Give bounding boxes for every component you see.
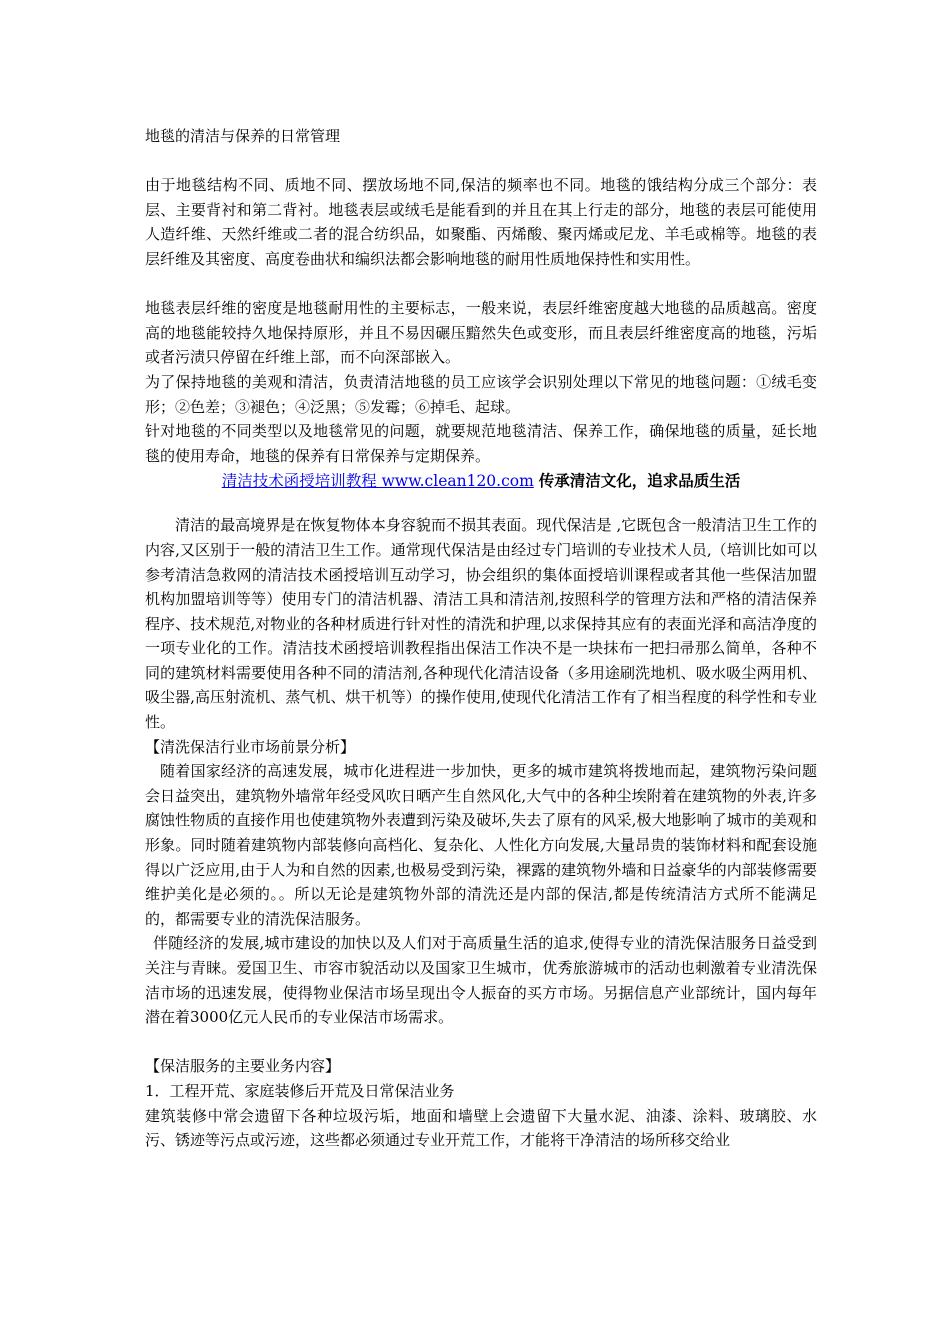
list-item-service-1: 1．工程开荒、家庭装修后开荒及日常保洁业务 [145,1081,455,1100]
document-title: 地毯的清洁与保养的日常管理 [145,127,341,145]
paragraph-gap [145,1030,817,1055]
paragraph-fiber-density: 地毯表层纤维的密度是地毯耐用性的主要标志，一般来说，表层纤维密度越大地毯的品质越高。密度高的地毯能较持久地保持原形，并且不易因碾压黯然失色或变形，而且表层纤维密度高的地毯，污垢或者污渍只停留在纤维上部，而不向深部嵌入。 [145,299,817,367]
paragraph-market-demand: 伴随经济的发展,城市建设的加快以及人们对于高质量生活的追求,使得专业的清洗保洁服务日益受到关注与青睐。爱国卫生、市容市貌活动以及国家卫生城市，优秀旅游城市的活动也刺激着专业清洗保洁市场的迅速发展，使得物业保洁市场呈现出令人振奋的买方市场。另据信息产业部统计，国内每年潜在着3000亿元人民币的专业保洁市场需求。 [145,934,817,1027]
promo-link[interactable]: 清洁技术函授培训教程 www.clean120.com [221,472,534,491]
paragraph-carpet-problems: 为了保持地毯的美观和清洁，负责清洁地毯的员工应该学会识别处理以下常见的地毯问题：①绒毛变形；②色差；③褪色；④泛黑；⑤发霉；⑥掉毛、起球。 [145,372,817,416]
paragraph-carpet-maintenance: 针对地毯的不同类型以及地毯常见的问题，就要规范地毯清洁、保养工作，确保地毯的质量，延长地毯的使用寿命，地毯的保养有日常保养与定期保养。 [145,422,817,465]
paragraph-renovation-cleaning: 建筑装修中常会遗留下各种垃圾污垢，地面和墙壁上会遗留下大量水泥、油漆、涂料、玻璃胶、水污、锈迹等污点或污迹，这些都必须通过专业开荒工作，才能将干净清洁的场所移交给业 [145,1106,817,1150]
document-page [145,124,817,1153]
paragraph-gap [145,272,817,297]
paragraph-cleaning-definition: 清洁的最高境界是在恢复物体本身容貌而不损其表面。现代保洁是 ,它既包含一般清洁卫生工作的内容,又区别于一般的清洁卫生工作。通常现代保洁是由经过专门培训的专业技术人员,（培训比如可以参考清洁急救网的清洁技术函授培训互动学习，协会组织的集体面授培训课程或者其他一些保洁加盟机构加盟培训等等）使用专门的清洁机器、清洁工具和清洁剂,按照科学的管理方法和严格的清洁保养程序、技术规范,对物业的各种材质进行针对性的清洗和护理,以求保持其应有的表面光泽和高洁净度的一项专业化的工作。清洁技术函授培训教程指出保洁工作决不是一块抹布一把扫帚那么简单，各种不同的建筑材料需要使用各种不同的清洁剂,各种现代化清洁设备（多用途刷洗地机、吸水吸尘两用机、吸尘器,高压射流机、蒸气机、烘干机等）的操作使用,使现代化清洁工作有了相当程度的科学性和专业性。 [145,516,817,732]
paragraph-market-analysis: 随着国家经济的高速发展，城市化进程进一步加快，更多的城市建筑将拨地而起，建筑物污染问题会日益突出，建筑物外墙常年经受风吹日晒产生自然风化,大气中的各种尘埃附着在建筑物的外表,许多腐蚀性物质的直接作用也使建筑物外表遭到污染及破坏,失去了原有的风采,极大地影响了城市的美观和形象。同时随着建筑物内部装修向高档化、复杂化、人性化方向发展,大量昂贵的装饰材料和配套设施得以广泛应用,由于人为和自然的因素,也极易受到污染，裸露的建筑物外墙和日益豪华的内部装修需要维护美化是必须的。。所以无论是建筑物外部的清洗还是内部的保洁,都是传统清洁方式所不能满足的，都需要专业的清洗保洁服务。 [145,762,817,928]
heading-main-services: 【保洁服务的主要业务内容】 [145,1057,341,1076]
promo-slogan: 传承清洁文化，追求品质生活 [538,471,741,491]
promo-line [145,468,817,494]
paragraph-carpet-structure: 由于地毯结构不同、质地不同、摆放场地不同,保洁的频率也不同。地毯的饿结构分成三个部分：表层、主要背衬和第二背衬。地毯表层或绒毛是能看到的并且在其上行走的部分，地毯的表层可能使用人造纤维、天然纤维或二者的混合纺织品，如聚酯、丙烯酸、聚丙烯或尼龙、羊毛或棉等。地毯的表层纤维及其密度、高度卷曲状和编织法都会影响地毯的耐用性质地保持性和实用性。 [145,176,817,268]
heading-market-outlook: 【清洗保洁行业市场前景分析】 [145,737,356,756]
